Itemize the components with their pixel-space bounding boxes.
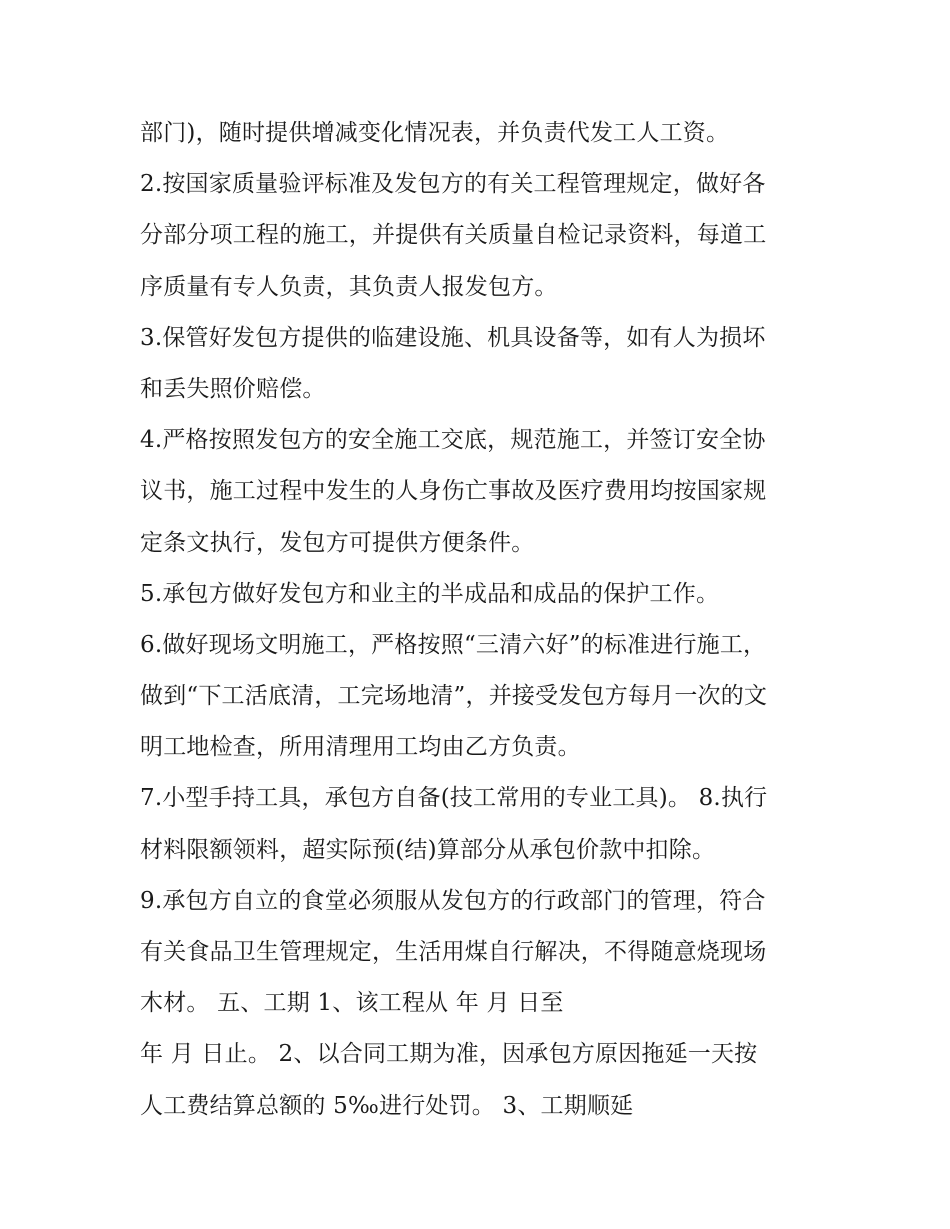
text-line: 6.做好现场文明施工，严格按照“三清六好”的标准进行施工， <box>140 631 767 658</box>
text-line: 4.严格按照发包方的安全施工交底，规范施工，并签订安全协 <box>140 427 766 454</box>
text-line: 7.小型手持工具，承包方自备(技工常用的专业工具)。 8.执行 <box>140 785 768 812</box>
text-line: 3.保管好发包方提供的临建设施、机具设备等，如有人为损坏 <box>140 324 766 351</box>
text-line: 材料限额领料，超实际预(结)算部分从承包价款中扣除。 <box>140 836 716 863</box>
text-line: 分部分项工程的施工，并提供有关质量自检记录资料，每道工 <box>140 222 767 249</box>
text-line: 部门)，随时提供增减变化情况表，并负责代发工人工资。 <box>140 120 730 146</box>
text-line: 木材。 五、工期 1、该工程从 年 月 日至 <box>140 990 564 1017</box>
text-line: 有关食品卫生管理规定，生活用煤自行解决，不得随意烧现场 <box>140 939 767 965</box>
text-line: 人工费结算总额的 5‰进行处罚。 3、工期顺延 <box>140 1092 634 1119</box>
text-line: 5.承包方做好发包方和业主的半成品和成品的保护工作。 <box>140 580 720 607</box>
text-line: 议书，施工过程中发生的人身伤亡事故及医疗费用均按国家规 <box>140 478 767 505</box>
text-line: 序质量有专人负责，其负责人报发包方。 <box>140 273 558 300</box>
text-line: 定条文执行，发包方可提供方便条件。 <box>140 529 535 556</box>
text-line: 和丢失照价赔偿。 <box>140 375 326 402</box>
text-line: 年 月 日止。 2、以合同工期为准，因承包方原因拖延一天按 <box>140 1041 758 1068</box>
text-line: 9.承包方自立的食堂必须服从发包方的行政部门的管理，符合 <box>140 887 766 914</box>
text-line: 2.按国家质量验评标准及发包方的有关工程管理规定，做好各 <box>140 171 766 198</box>
contract-text-body <box>140 108 830 1132</box>
text-line: 明工地检查，所用清理用工均由乙方负责。 <box>140 734 581 761</box>
text-line: 做到“下工活底清，工完场地清”，并接受发包方每月一次的文 <box>140 683 768 710</box>
